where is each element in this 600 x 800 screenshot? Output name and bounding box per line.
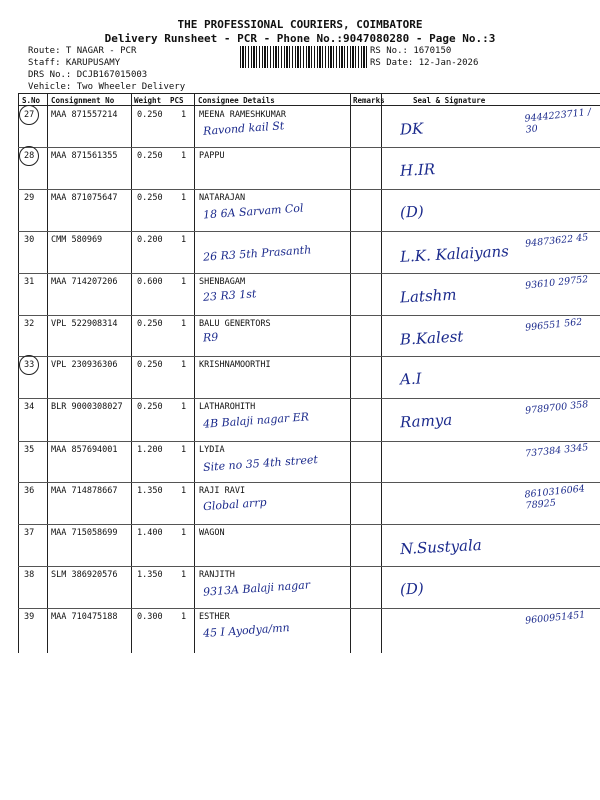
row-address-handwritten: R9 xyxy=(202,330,219,345)
row-pcs: 1 xyxy=(181,612,187,622)
route-text: Route: T NAGAR - PCR xyxy=(28,46,137,56)
row-weight: 0.250 xyxy=(137,110,163,120)
row-address-handwritten: 26 R3 5th Prasanth xyxy=(202,243,312,264)
row-phone-handwritten: 996551 562 xyxy=(524,316,583,334)
circle-mark xyxy=(19,355,39,375)
row-weight: 0.250 xyxy=(137,360,163,370)
row-consignment-no: MAA 871075647 xyxy=(51,193,118,203)
row-phone-handwritten: 737384 3345 xyxy=(524,442,589,460)
row-consignment-no: MAA 871557214 xyxy=(51,110,118,120)
row-pcs: 1 xyxy=(181,277,187,287)
row-pcs: 1 xyxy=(181,360,187,370)
row-consignment-no: VPL 230936306 xyxy=(51,360,118,370)
row-sno: 34 xyxy=(24,402,35,412)
row-address-handwritten: 4B Balaji nagar ER xyxy=(202,410,310,431)
row-pcs: 1 xyxy=(181,486,187,496)
col-consignee: Consignee Details xyxy=(198,96,275,105)
circle-mark xyxy=(19,146,39,166)
row-consignment-no: VPL 522908314 xyxy=(51,319,118,329)
row-consignee-name: SHENBAGAM xyxy=(199,277,246,287)
row-consignee-name: KRISHNAMOORTHI xyxy=(199,360,271,370)
row-consignee-name: RAJI RAVI xyxy=(199,486,246,496)
runsheet-subtitle: Delivery Runsheet - PCR - Phone No.:9047080280 - Page No.:3 xyxy=(104,32,496,45)
row-signature-handwritten: Ramya xyxy=(399,410,453,432)
row-pcs: 1 xyxy=(181,528,187,538)
row-phone-handwritten: 9789700 358 xyxy=(524,399,589,417)
row-weight: 0.250 xyxy=(137,402,163,412)
row-pcs: 1 xyxy=(181,193,187,203)
row-weight: 1.350 xyxy=(137,570,163,580)
row-phone-handwritten: 94873622 45 xyxy=(524,232,589,250)
row-signature-handwritten: L.K. Kalaiyans xyxy=(399,242,510,266)
row-consignee-name: PAPPU xyxy=(199,151,225,161)
circle-mark xyxy=(19,105,39,125)
row-consignment-no: MAA 715058699 xyxy=(51,528,118,538)
row-phone-handwritten: 9600951451 xyxy=(524,609,586,627)
row-address-handwritten: 18 6A Sarvam Col xyxy=(202,201,304,222)
col-seal: Seal & Signature xyxy=(413,96,486,105)
row-consignment-no: BLR 9000308027 xyxy=(51,402,123,412)
row-sno: 39 xyxy=(24,612,35,622)
row-signature-handwritten: B.Kalest xyxy=(399,327,464,349)
row-weight: 0.250 xyxy=(137,193,163,203)
row-signature-handwritten: Latshm xyxy=(399,285,457,307)
row-weight: 0.300 xyxy=(137,612,163,622)
row-pcs: 1 xyxy=(181,445,187,455)
row-address-handwritten: Site no 35 4th street xyxy=(202,453,319,474)
row-sno: 33 xyxy=(24,360,35,370)
row-sno: 28 xyxy=(24,151,35,161)
row-consignee-name: RANJITH xyxy=(199,570,235,580)
row-sno: 37 xyxy=(24,528,35,538)
row-consignment-no: MAA 857694001 xyxy=(51,445,118,455)
row-pcs: 1 xyxy=(181,110,187,120)
row-consignment-no: MAA 714207206 xyxy=(51,277,118,287)
row-phone-handwritten: 93610 29752 xyxy=(524,274,589,292)
row-pcs: 1 xyxy=(181,570,187,580)
col-weight: Weight xyxy=(134,96,162,105)
row-weight: 0.250 xyxy=(137,151,163,161)
vehicle-text: Vehicle: Two Wheeler Delivery xyxy=(28,82,186,92)
row-sno: 31 xyxy=(24,277,35,287)
row-weight: 0.600 xyxy=(137,277,163,287)
company-title: THE PROFESSIONAL COURIERS, COIMBATORE xyxy=(177,18,423,31)
row-signature-handwritten: (D) xyxy=(399,579,425,599)
row-sno: 32 xyxy=(24,319,35,329)
row-signature-handwritten: DK xyxy=(399,119,424,139)
row-signature-handwritten: H.IR xyxy=(399,160,436,180)
barcode xyxy=(240,46,367,68)
row-sno: 30 xyxy=(24,235,35,245)
row-consignee-name: BALU GENERTORS xyxy=(199,319,271,329)
row-consignee-name: LYDIA xyxy=(199,445,225,455)
row-address-handwritten: 23 R3 1st xyxy=(202,287,257,304)
row-consignment-no: SLM 386920576 xyxy=(51,570,118,580)
rs-date: RS Date: 12-Jan-2026 xyxy=(370,58,479,68)
drs-number: DRS No.: DCJB167015003 xyxy=(28,70,148,80)
row-pcs: 1 xyxy=(181,402,187,412)
row-signature-handwritten: N.Sustyala xyxy=(399,535,483,559)
row-sno: 35 xyxy=(24,445,35,455)
row-pcs: 1 xyxy=(181,319,187,329)
staff-text: Staff: KARUPUSAMY xyxy=(28,58,121,68)
col-sno: S.No xyxy=(22,96,41,105)
row-consignment-no: CMM 580969 xyxy=(51,235,103,245)
row-consignee-name: NATARAJAN xyxy=(199,193,246,203)
row-sno: 38 xyxy=(24,570,35,580)
row-consignee-name: WAGON xyxy=(199,528,225,538)
row-pcs: 1 xyxy=(181,235,187,245)
row-weight: 1.400 xyxy=(137,528,163,538)
row-consignee-name: LATHAROHITH xyxy=(199,402,256,412)
rs-number: RS No.: 1670150 xyxy=(370,46,452,56)
col-pcs: PCS xyxy=(170,96,184,105)
col-remarks: Remarks xyxy=(353,96,385,105)
row-weight: 0.200 xyxy=(137,235,163,245)
row-consignee-name: MEENA RAMESHKUMAR xyxy=(199,110,286,120)
row-address-handwritten: 45 I Ayodya/mn xyxy=(202,620,291,641)
row-sno: 36 xyxy=(24,486,35,496)
row-address-handwritten: Ravond kail St xyxy=(202,119,285,138)
row-phone-handwritten: 9444223711 / 30 xyxy=(524,106,592,136)
row-pcs: 1 xyxy=(181,151,187,161)
row-phone-handwritten: 8610316064 78925 xyxy=(524,483,586,512)
row-consignee-name: ESTHER xyxy=(199,612,230,622)
row-sno: 27 xyxy=(24,110,35,120)
row-weight: 1.350 xyxy=(137,486,163,496)
row-weight: 0.250 xyxy=(137,319,163,329)
row-signature-handwritten: (D) xyxy=(399,202,425,222)
row-consignment-no: MAA 714878667 xyxy=(51,486,118,496)
row-consignment-no: MAA 710475188 xyxy=(51,612,118,622)
row-signature-handwritten: A.I xyxy=(399,369,422,389)
row-address-handwritten: Global arrp xyxy=(202,495,268,514)
row-sno: 29 xyxy=(24,193,35,203)
row-weight: 1.200 xyxy=(137,445,163,455)
col-consignment: Consignment No xyxy=(51,96,115,105)
row-consignment-no: MAA 871561355 xyxy=(51,151,118,161)
row-address-handwritten: 9313A Balaji nagar xyxy=(202,578,311,599)
